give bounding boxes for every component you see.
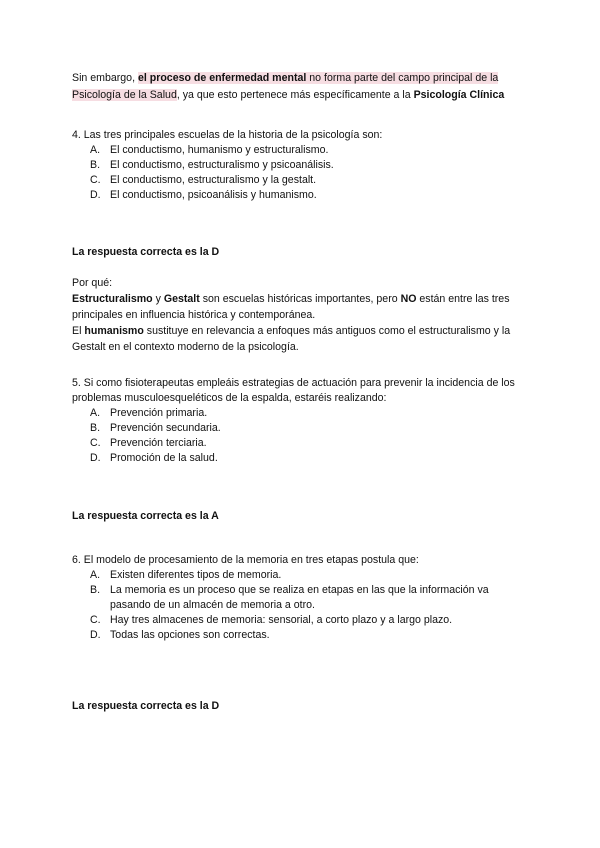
exp-text: son escuelas históricas importantes, pero — [199, 293, 401, 305]
option-text: El conductismo, estructuralismo y psicoanálisis. — [110, 159, 334, 171]
exp-text: y — [152, 293, 164, 305]
bold-term: Estructuralismo — [72, 293, 153, 305]
question-4-options — [72, 143, 532, 203]
option-letter: A. — [90, 144, 101, 156]
bold-term: humanismo — [84, 325, 144, 337]
answer-q6: La respuesta correcta es la D — [72, 700, 220, 712]
question-6-options — [72, 568, 532, 643]
exp-text: sustituye en relevancia a enfoques más antiguos como el estructuralismo y la Gestalt en el contexto moderno de la psicología. — [72, 325, 511, 353]
option-c — [72, 613, 532, 628]
question-6-text: 6. El modelo de procesamiento de la memoria en tres etapas postula que: — [72, 554, 419, 566]
option-letter: B. — [90, 422, 101, 434]
option-d — [72, 451, 532, 466]
option-text: Todas las opciones son correctas. — [110, 629, 270, 641]
explanation-line-1 — [72, 291, 532, 323]
option-text: Promoción de la salud. — [110, 452, 218, 464]
option-d — [72, 628, 532, 643]
option-text: Existen diferentes tipos de memoria. — [110, 569, 282, 581]
question-5-text: 5. Si como fisioterapeutas empleáis estrategias de actuación para prevenir la incidencia de los problemas musculoesqueléticos de la espalda, estaréis realizando: — [72, 377, 515, 404]
why-label: Por qué: — [72, 277, 113, 289]
intro-text: Sin embargo, — [72, 72, 138, 84]
option-text: Prevención secundaria. — [110, 422, 221, 434]
option-b — [72, 421, 532, 436]
question-4-text: 4. Las tres principales escuelas de la historia de la psicología son: — [72, 129, 383, 141]
option-b — [72, 583, 532, 613]
option-letter: A. — [90, 569, 101, 581]
answer-q4: La respuesta correcta es la D — [72, 246, 220, 258]
exp-text: están entre las tres principales en influencia histórica y contemporánea. — [72, 293, 510, 321]
option-text: El conductismo, psicoanálisis y humanismo. — [110, 189, 317, 201]
intro-bold-clinica: Psicología Clínica — [413, 89, 505, 101]
option-letter: D. — [90, 452, 101, 464]
question-6 — [72, 553, 532, 643]
option-letter: A. — [90, 407, 101, 419]
option-d — [72, 188, 532, 203]
option-text: Prevención terciaria. — [110, 437, 207, 449]
option-text: Hay tres almacenes de memoria: sensorial, a corto plazo y a largo plazo. — [110, 614, 453, 626]
intro-highlight-text: no forma parte del campo principal de la — [306, 72, 499, 84]
option-letter: C. — [90, 437, 101, 449]
intro-paragraph — [72, 70, 532, 104]
question-5 — [72, 376, 532, 466]
option-a — [72, 406, 532, 421]
question-5-options — [72, 406, 532, 466]
option-text: El conductismo, estructuralismo y la gestalt. — [110, 174, 317, 186]
option-b — [72, 158, 532, 173]
answer-q5: La respuesta correcta es la A — [72, 510, 219, 522]
option-letter: B. — [90, 584, 101, 596]
explanation-q4 — [72, 275, 532, 355]
bold-term: NO — [400, 293, 417, 305]
option-text: La memoria es un proceso que se realiza en etapas en las que la información va pasando de un almacén de memoria a otro. — [110, 584, 489, 611]
option-letter: C. — [90, 614, 101, 626]
intro-highlight-bold: el proceso de enfermedad mental — [137, 72, 307, 84]
question-4 — [72, 128, 532, 203]
option-letter: B. — [90, 159, 101, 171]
option-c — [72, 173, 532, 188]
option-letter: D. — [90, 629, 101, 641]
option-text: El conductismo, humanismo y estructuralismo. — [110, 144, 329, 156]
explanation-line-2 — [72, 323, 532, 355]
option-a — [72, 568, 532, 583]
exp-text: El — [72, 325, 85, 337]
option-c — [72, 436, 532, 451]
option-text: Prevención primaria. — [110, 407, 208, 419]
option-a — [72, 143, 532, 158]
option-letter: C. — [90, 174, 101, 186]
intro-text-2: , ya que esto pertenece más específicamente a la — [176, 89, 414, 101]
option-letter: D. — [90, 189, 101, 201]
bold-term: Gestalt — [163, 293, 200, 305]
intro-highlight-field: Psicología de la Salud — [72, 89, 177, 101]
